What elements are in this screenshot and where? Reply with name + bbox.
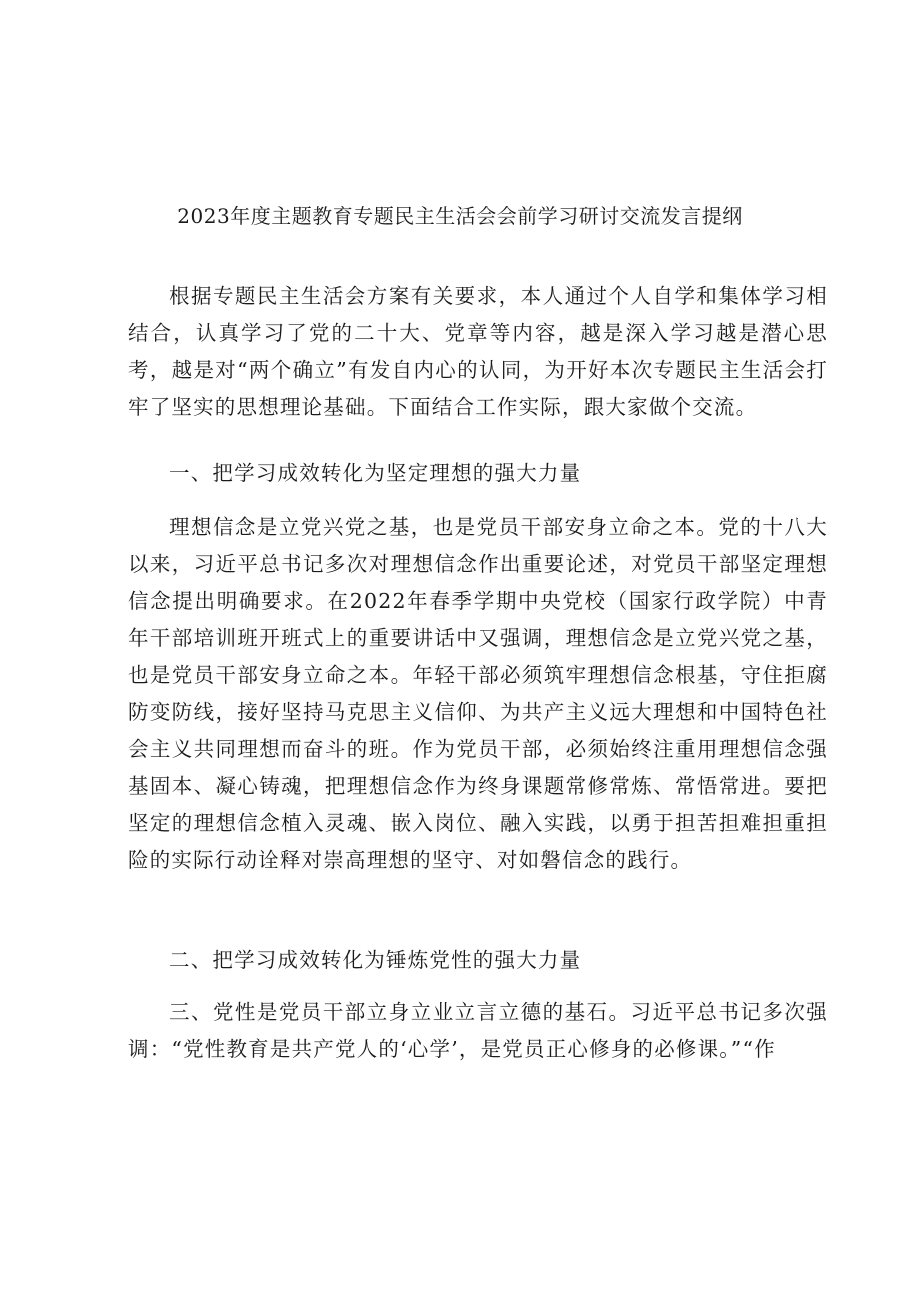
section-heading-2: 二、把学习成效转化为锤炼党性的强大力量 [169,948,582,972]
section-paragraph-2: 三、党性是党员干部立身立业立言立德的基石。习近平总书记多次强调：“党性教育是共产党人的‘心学’，是党员正心修身的必修课。”“作 [128,1000,828,1061]
intro-paragraph: 根据专题民主生活会方案有关要求，本人通过个人自学和集体学习相结合，认真学习了党的二十大、党章等内容，越是深入学习越是潜心思考，越是对“两个确立”有发自内心的认同，为开好本次专题民主生活会打牢了坚实的思想理论基础。下面结合工作实际，跟大家做个交流。 [128,284,828,419]
section-paragraph-1: 理想信念是立党兴党之基，也是党员干部安身立命之本。党的十八大以来，习近平总书记多次对理想信念作出重要论述，对党员干部坚定理想信念提出明确要求。在2022年春季学期中央党校（国家行政学院）中青年干部培训班开班式上的重要讲话中又强调，理想信念是立党兴党之基，也是党员干部安身立命之本。年轻干部必须筑牢理想信念根基，守住拒腐防变防线，接好坚持马克思主义信仰、为共产主义远大理想和中国特色社会主义共同理想而奋斗的班。作为党员干部，必须始终注重用理想信念强基固本、凝心铸魂，把理想信念作为终身课题常修常炼、常悟常进。要把坚定的理想信念植入灵魂、嵌入岗位、融入实践，以勇于担苦担难担重担险的实际行动诠释对崇高理想的坚守、对如磐信念的践行。 [128,515,828,872]
document-title: 2023年度主题教育专题民主生活会会前学习研讨交流发言提纲 [177,204,743,228]
section-heading-1: 一、把学习成效转化为坚定理想的强大力量 [169,461,582,485]
